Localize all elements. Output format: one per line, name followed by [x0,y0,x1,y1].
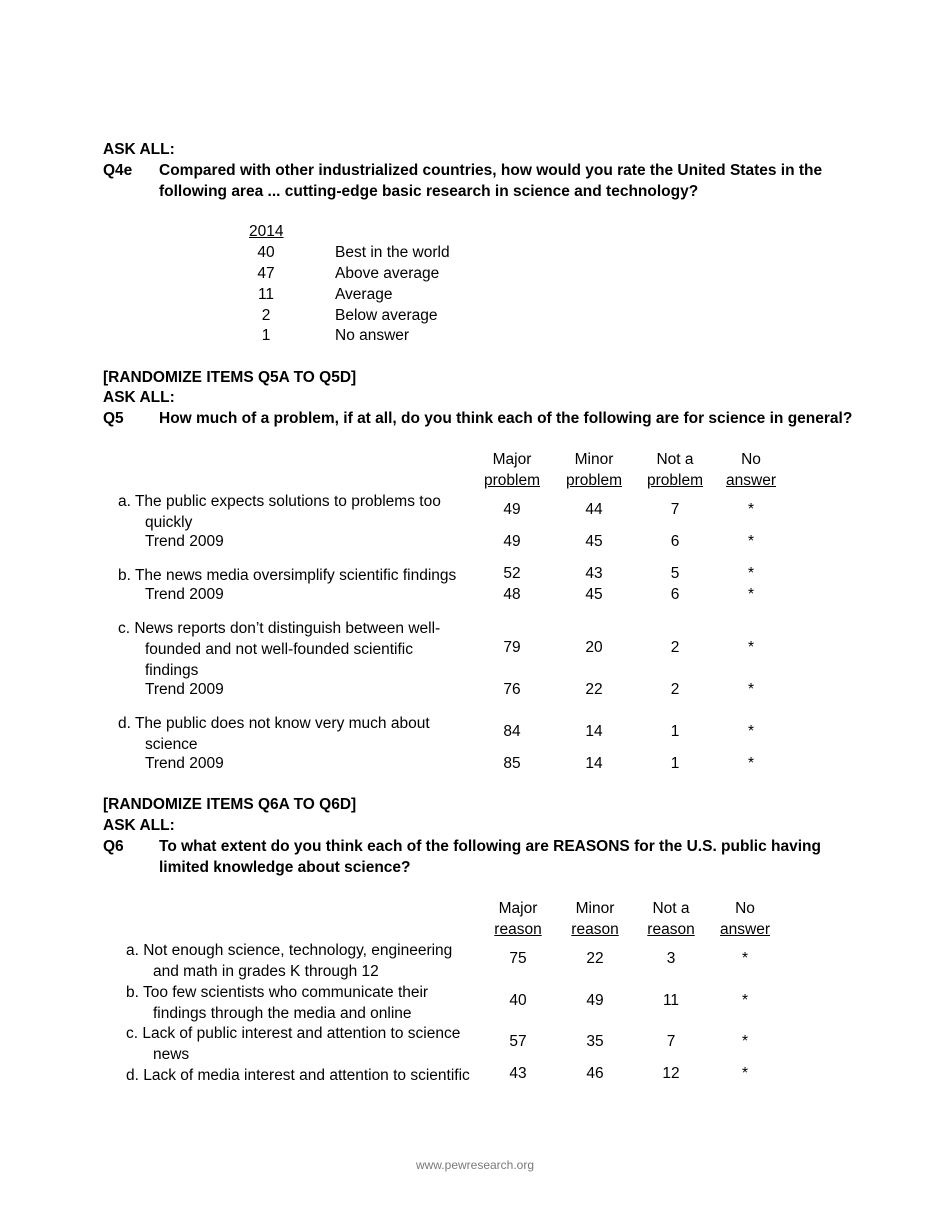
q5-ask-all: ASK ALL: [103,389,175,406]
q5-item-d-major: 84 [503,723,521,740]
q4-value: 1 [261,327,271,344]
q5-item-b-not: 5 [670,565,680,582]
q4-label: Above average [335,265,440,282]
q5-item-c-major: 79 [503,639,521,656]
q5-item-a-major: 49 [503,501,521,518]
q6-item-a-not: 3 [666,950,676,967]
q6-item-c-label: c. Lack of public interest and attention to science news [126,1025,461,1063]
q6-question-line2: limited knowledge about science? [159,859,411,876]
q4-label: Below average [335,307,438,324]
q6-item-b-not: 11 [662,992,680,1009]
q6-item-c-major: 57 [509,1033,527,1050]
q5-item-d-not: 1 [670,723,680,740]
q5-item-b-minor: 43 [585,565,603,582]
footer-url: www.pewresearch.org [415,1158,535,1172]
q5-id: Q5 [103,410,124,427]
q6-header-not-a: Not a reason [647,900,695,938]
q4-year-header: 2014 [249,223,284,240]
q6-item-c-minor: 35 [586,1033,604,1050]
q4-value: 11 [257,286,275,303]
q6-item-d-not: 12 [662,1065,680,1082]
q4-label: Average [335,286,393,303]
q5-item-b-trend-minor: 45 [585,586,603,603]
q5-item-b-label: b. The news media oversimplify scientific findings [118,567,457,584]
q5-item-c-trend-not: 2 [670,681,680,698]
q4-question-line1: Compared with other industrialized countries, how would you rate the United States in the [159,162,823,179]
q5-item-a-trend-not: 6 [670,533,680,550]
q6-header-no-answer: No answer [720,900,770,938]
q6-item-c-no-answer: * [741,1033,749,1050]
q6-item-d-label: d. Lack of media interest and attention to scientific [126,1067,470,1084]
q5-item-a-no-answer: * [747,501,755,518]
q5-randomize-note: [RANDOMIZE ITEMS Q5A TO Q5D] [103,369,357,386]
q6-item-a-minor: 22 [586,950,604,967]
q5-item-d-trend-no-answer: * [747,755,755,772]
q4-label: Best in the world [335,244,450,261]
q6-randomize-note: [RANDOMIZE ITEMS Q6A TO Q6D] [103,796,357,813]
q6-item-a-no-answer: * [741,950,749,967]
q5-item-a-trend-major: 49 [503,533,521,550]
q5-item-d-no-answer: * [747,723,755,740]
q6-item-b-no-answer: * [741,992,749,1009]
q4-id: Q4e [103,162,133,179]
q5-header-no-answer: No answer [726,451,776,489]
q5-item-d-minor: 14 [585,723,603,740]
q4-ask-all: ASK ALL: [103,141,175,158]
q4-value: 47 [257,265,275,282]
q6-item-a-major: 75 [509,950,527,967]
q5-item-b-trend-label: Trend 2009 [145,586,224,603]
q6-question-line1: To what extent do you think each of the following are REASONS for the U.S. public having [159,838,821,855]
q4-label: No answer [335,327,410,344]
q5-header-not-a: Not a problem [647,451,703,489]
q5-item-c-trend-label: Trend 2009 [145,681,224,698]
q6-header-major: Major reason [494,900,542,938]
q5-item-d-trend-minor: 14 [585,755,603,772]
q4-question-line2: following area ... cutting-edge basic research in science and technology? [159,183,699,200]
q6-item-d-no-answer: * [741,1065,749,1082]
q5-item-a-not: 7 [670,501,680,518]
q5-item-a-minor: 44 [585,501,603,518]
q5-header-major: Major problem [484,451,540,489]
q5-item-b-no-answer: * [747,565,755,582]
q5-item-c-trend-no-answer: * [747,681,755,698]
q6-item-b-minor: 49 [586,992,604,1009]
q4-value: 40 [257,244,275,261]
q5-item-a-label: a. The public expects solutions to problems too quickly [118,493,441,531]
q6-item-b-label: b. Too few scientists who communicate their findings through the media and online [126,984,429,1022]
q5-item-b-major: 52 [503,565,521,582]
q5-header-minor: Minor problem [566,451,622,489]
q5-item-a-trend-minor: 45 [585,533,603,550]
q5-item-b-trend-no-answer: * [747,586,755,603]
q5-item-d-trend-not: 1 [670,755,680,772]
q6-item-c-not: 7 [666,1033,676,1050]
q5-item-c-trend-minor: 22 [585,681,603,698]
q6-ask-all: ASK ALL: [103,817,175,834]
q5-item-d-label: d. The public does not know very much about science [118,715,430,753]
q5-item-b-trend-not: 6 [670,586,680,603]
q5-question: How much of a problem, if at all, do you think each of the following are for science in general? [159,410,853,427]
q6-item-d-minor: 46 [586,1065,604,1082]
q5-item-c-label: c. News reports don’t distinguish between well- founded and not well-founded scientific findings [118,620,441,679]
q6-item-d-major: 43 [509,1065,527,1082]
q6-id: Q6 [103,838,124,855]
q5-item-c-trend-major: 76 [503,681,521,698]
q4-value: 2 [261,307,271,324]
q6-item-b-major: 40 [509,992,527,1009]
q5-item-d-trend-major: 85 [503,755,521,772]
q5-item-a-trend-label: Trend 2009 [145,533,224,550]
q5-item-c-minor: 20 [585,639,603,656]
q5-item-a-trend-no-answer: * [747,533,755,550]
q6-header-minor: Minor reason [571,900,619,938]
q5-item-c-not: 2 [670,639,680,656]
q5-item-c-no-answer: * [747,639,755,656]
q6-item-a-label: a. Not enough science, technology, engineering and math in grades K through 12 [126,942,453,980]
q5-item-b-trend-major: 48 [503,586,521,603]
q5-item-d-trend-label: Trend 2009 [145,755,224,772]
